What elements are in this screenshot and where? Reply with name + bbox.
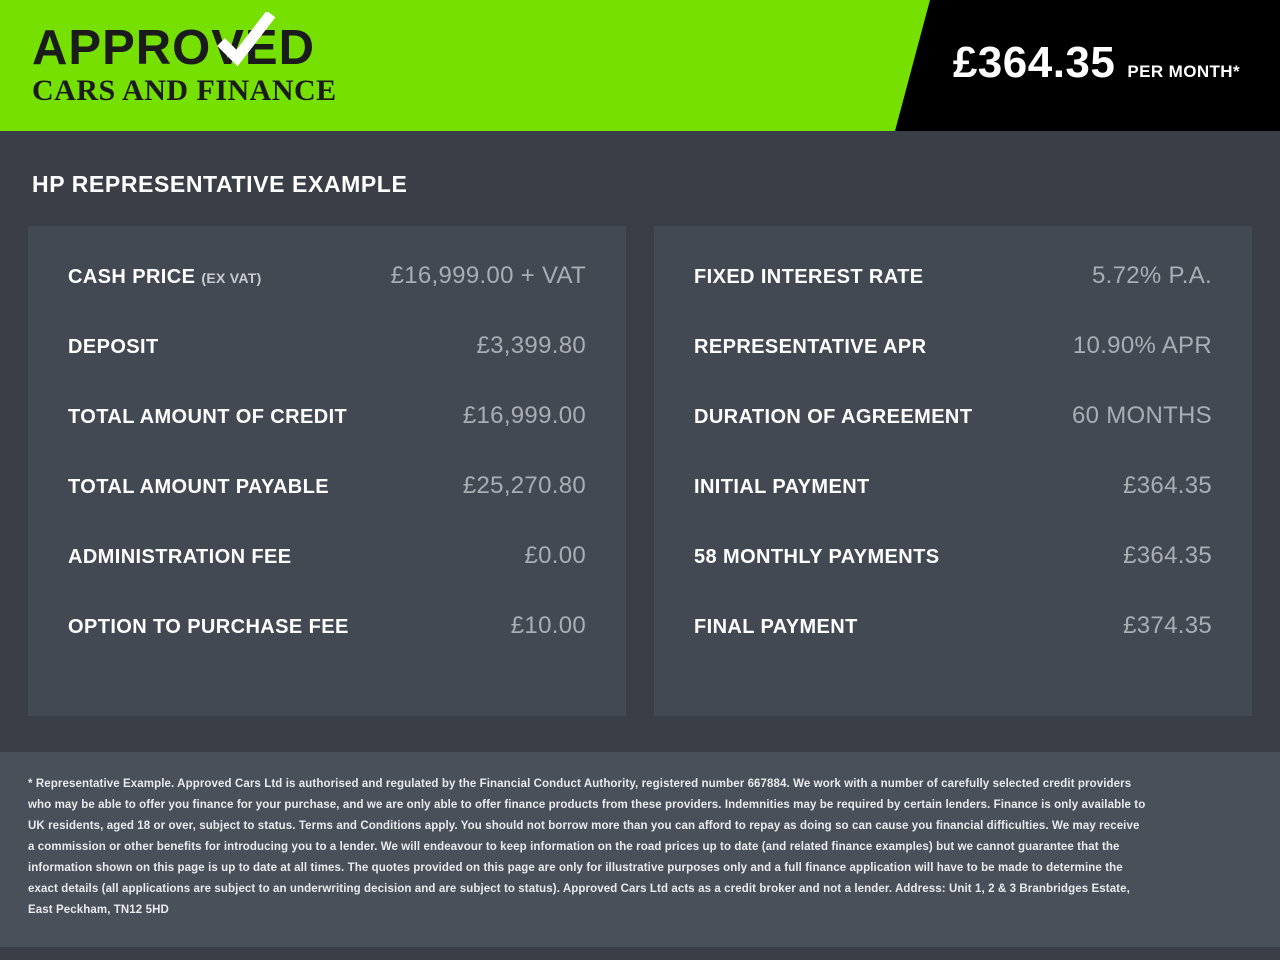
- left-details-panel: [28, 226, 626, 716]
- logo-wordmark-top: [32, 22, 362, 74]
- main-content: [0, 131, 1280, 716]
- row-label: DEPOSIT: [68, 336, 159, 358]
- row-label: OPTION TO PURCHASE FEE: [68, 616, 349, 638]
- table-row: [694, 402, 1212, 472]
- row-value: £364.35: [1123, 472, 1212, 499]
- row-label: ADMINISTRATION FEE: [68, 546, 292, 568]
- row-label: FINAL PAYMENT: [694, 616, 858, 638]
- row-label: INITIAL PAYMENT: [694, 476, 870, 498]
- table-row: [694, 542, 1212, 612]
- right-details-panel: [654, 226, 1252, 716]
- table-row: [68, 402, 586, 472]
- table-row: [694, 472, 1212, 542]
- row-label: REPRESENTATIVE APR: [694, 336, 927, 358]
- table-row: [694, 612, 1212, 682]
- row-label-note: (EX VAT): [201, 270, 262, 286]
- table-row: [694, 332, 1212, 402]
- monthly-price-block: [953, 40, 1240, 86]
- row-value: 10.90% APR: [1072, 332, 1212, 359]
- row-value: £16,999.00 + VAT: [390, 262, 586, 289]
- logo-wordmark-bottom: CARS AND FINANCE: [32, 74, 337, 107]
- row-label: 58 MONTHLY PAYMENTS: [694, 546, 940, 568]
- row-label: TOTAL AMOUNT PAYABLE: [68, 476, 329, 498]
- monthly-price-suffix: PER MONTH*: [1127, 62, 1240, 81]
- monthly-price-amount: £364.35: [952, 38, 1116, 87]
- table-row: [68, 262, 586, 332]
- disclaimer-text: * Representative Example. Approved Cars Ltd is authorised and regulated by the Financial Conduct Authority, registered number 667884. We work with a number of carefully selected credit providers who may be able to offer you finance for your purchase, and we are only able to offer finance products from these providers. Indemnities may be required by certain lenders. Finance is only available to UK residents, aged 18 or over, subject to status. Terms and Conditions apply. You should not borrow more than you can afford to repay as doing so can cause you financial difficulties. We may receive a commission or other benefits for introducing you to a lender. We will endeavour to keep information on the road prices up to date (and related finance examples) but we cannot guarantee that the information shown on this page is up to date at all times. The quotes provided on this page are only for illustrative purposes only and a full finance application will have to be made to determine the exact details (all applications are subject to an underwriting decision and are subject to status). Approved Cars Ltd acts as a credit broker and not a lender. Address: Unit 1, 2 & 3 Branbridges Estate, East Peckham, TN12 5HD: [28, 778, 1146, 916]
- row-value: £0.00: [524, 542, 586, 569]
- row-value: £3,399.80: [476, 332, 586, 359]
- table-row: [694, 262, 1212, 332]
- row-value: £25,270.80: [462, 472, 586, 499]
- row-value: £374.35: [1123, 612, 1212, 639]
- row-label: CASH PRICE: [68, 266, 196, 288]
- row-label: TOTAL AMOUNT OF CREDIT: [68, 406, 348, 428]
- page-header: [0, 0, 1280, 131]
- row-value: 5.72% P.A.: [1092, 262, 1212, 289]
- row-value: 60 MONTHS: [1071, 402, 1212, 429]
- example-panels: [0, 226, 1280, 716]
- table-row: [68, 472, 586, 542]
- page-title: HP REPRESENTATIVE EXAMPLE: [32, 171, 408, 197]
- footer-disclaimer: [0, 752, 1280, 947]
- row-value: £364.35: [1123, 542, 1212, 569]
- row-label: DURATION OF AGREEMENT: [694, 406, 973, 428]
- table-row: [68, 612, 586, 682]
- row-label: FIXED INTEREST RATE: [694, 266, 924, 288]
- logo-wordmark-top-text: APPROVED: [32, 21, 316, 75]
- table-row: [68, 332, 586, 402]
- row-value: £16,999.00: [462, 402, 586, 429]
- brand-logo: [32, 22, 362, 108]
- row-value: £10.00: [510, 612, 586, 639]
- table-row: [68, 542, 586, 612]
- green-tick-icon: [215, 12, 277, 68]
